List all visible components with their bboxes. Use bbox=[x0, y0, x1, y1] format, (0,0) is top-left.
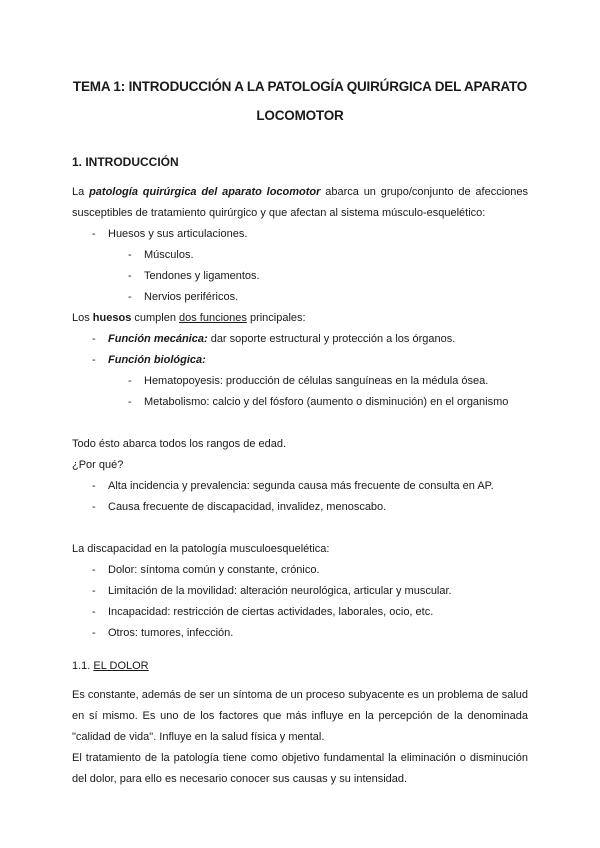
function-mechanical-label: Función mecánica: bbox=[108, 333, 208, 345]
document-title bbox=[72, 72, 528, 130]
ages-paragraph: Todo ésto abarca todos los rangos de edad. bbox=[72, 438, 287, 450]
subsection-number: 1.1. bbox=[72, 660, 94, 672]
list-item: - Hematopoyesis: producción de células sanguíneas en la médula ósea. bbox=[72, 371, 528, 392]
list-item: - Dolor: síntoma común y constante, crónico. bbox=[72, 560, 528, 581]
disability-intro: La discapacidad en la patología musculoesquelética: bbox=[72, 543, 330, 555]
why-question: ¿Por qué? bbox=[72, 459, 124, 471]
title-line-1: TEMA 1: INTRODUCCIÓN A LA PATOLOGÍA QUIRÚRGICA DEL APARATO bbox=[72, 79, 528, 94]
list-item: - Músculos. bbox=[72, 245, 528, 266]
list-item: - Huesos y sus articulaciones. bbox=[72, 224, 528, 245]
affects-list bbox=[72, 224, 528, 245]
title-line-2: LOCOMOTOR bbox=[256, 108, 344, 123]
list-item: - Otros: tumores, infección. bbox=[72, 623, 528, 644]
why-list bbox=[72, 476, 528, 518]
bones-prefix: Los bbox=[72, 312, 93, 324]
section-heading-introduccion: 1. INTRODUCCIÓN bbox=[72, 155, 179, 169]
bones-mid: cumplen bbox=[131, 312, 180, 324]
list-item: - Nervios periféricos. bbox=[72, 287, 528, 308]
bones-term: huesos bbox=[92, 312, 132, 324]
subsection-heading-el-dolor bbox=[72, 656, 528, 677]
list-item: - Limitación de la movilidad: alteración neurológica, articular y muscular. bbox=[72, 581, 528, 602]
list-item: - Tendones y ligamentos. bbox=[72, 266, 528, 287]
list-item-function-mechanical bbox=[72, 329, 528, 350]
intro-paragraph bbox=[72, 182, 528, 224]
functions-list bbox=[72, 329, 528, 371]
affects-sublist bbox=[72, 245, 528, 308]
bones-underlined: dos funciones bbox=[179, 312, 247, 324]
function-biological-label: Función biológica: bbox=[108, 354, 206, 366]
list-item-function-biological bbox=[72, 350, 528, 371]
intro-suffix: abarca un grupo/conjunto de afecciones susceptibles de tratamiento quirúrgico y que afectan al sistema músculo-esquelético: bbox=[72, 186, 528, 219]
intro-term: patología quirúrgica del aparato locomotor bbox=[89, 186, 321, 198]
list-item: - Metabolismo: calcio y del fósforo (aumento o disminución) en el organismo bbox=[72, 392, 528, 413]
list-item: - Alta incidencia y prevalencia: segunda causa más frecuente de consulta en AP. bbox=[72, 476, 528, 497]
subsection-title: EL DOLOR bbox=[93, 660, 149, 672]
list-item: - Causa frecuente de discapacidad, invalidez, menoscabo. bbox=[72, 497, 528, 518]
dolor-paragraph-2: El tratamiento de la patología tiene como objetivo fundamental la eliminación o disminución del dolor, para ello es necesario conocer sus causas y su intensidad. bbox=[72, 752, 528, 785]
intro-prefix: La bbox=[72, 186, 90, 198]
dolor-paragraph-1: Es constante, además de ser un síntoma de un proceso subyacente es un problema de salud en sí mismo. Es uno de los factores que más influye en la percepción de la denominada "calidad de vida". Influye en la salud física y mental. bbox=[72, 689, 528, 743]
function-mechanical-text: dar soporte estructural y protección a los órganos. bbox=[207, 333, 456, 345]
bones-suffix: principales: bbox=[246, 312, 306, 324]
biological-sublist bbox=[72, 371, 528, 413]
bones-paragraph bbox=[72, 308, 528, 329]
list-item: - Incapacidad: restricción de ciertas actividades, laborales, ocio, etc. bbox=[72, 602, 528, 623]
disability-list bbox=[72, 560, 528, 644]
